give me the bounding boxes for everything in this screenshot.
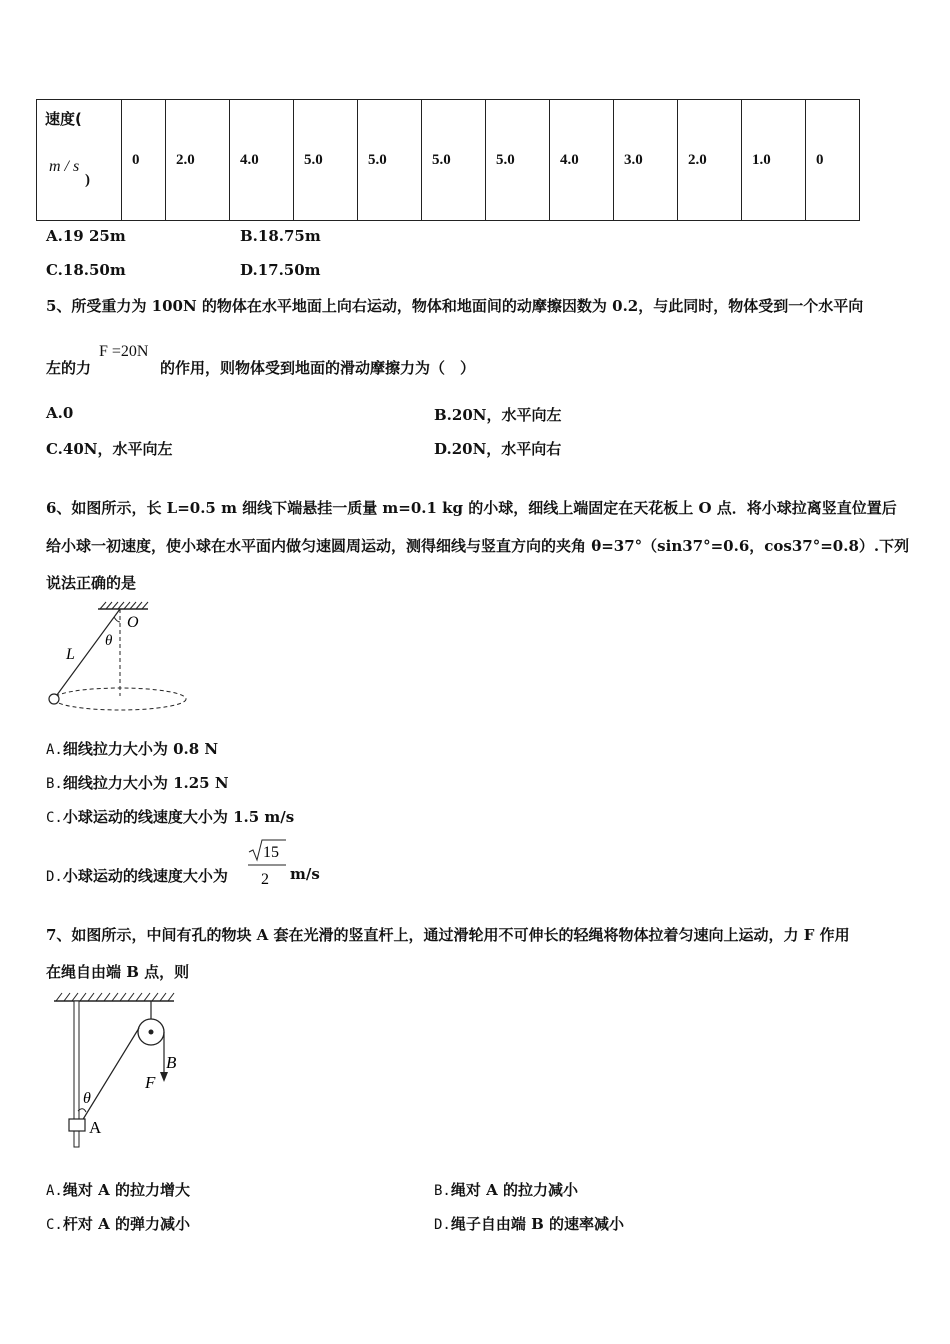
- pulley-figure: [48, 988, 198, 1153]
- q4-option-a[interactable]: A.19 25m: [46, 227, 126, 245]
- header-unit: m / s: [49, 158, 80, 175]
- q6-stem-line3: 说法正确的是: [46, 574, 137, 592]
- label-f: F: [145, 1073, 156, 1092]
- q4-option-d[interactable]: D.17.50m: [240, 261, 321, 279]
- option-prefix: B.: [434, 1183, 451, 1199]
- option-text: 绳对 A 的拉力增大: [62, 1181, 190, 1199]
- table-header-cell: [37, 100, 122, 221]
- table-cell: 0: [806, 100, 860, 221]
- option-prefix: D.: [46, 869, 63, 885]
- table-cell: 5.0: [422, 100, 486, 221]
- q6-stem-line1: 6、如图所示，长 L=0.5 m 细线下端悬挂一质量 m=0.1 kg 的小球，细线上端固定在天花板上 O 点．将小球拉离竖直位置后: [46, 499, 897, 517]
- speed-table: [36, 99, 860, 221]
- option-prefix: B.: [46, 776, 63, 792]
- table-cell: 2.0: [166, 100, 230, 221]
- q6-stem-line2: 给小球一初速度，使小球在水平面内做匀速圆周运动，测得细线与竖直方向的夹角 θ=37°（sin37°=0.6，cos37°=0.8）.下列: [46, 537, 910, 555]
- option-text: 细线拉力大小为 0.8 N: [62, 740, 219, 758]
- q7-option-b[interactable]: [434, 1179, 578, 1200]
- option-text: 绳子自由端 B 的速率减小: [450, 1215, 624, 1233]
- fraction-sqrt15-over-2: [246, 838, 288, 890]
- q7-stem-line1: 7、如图所示，中间有孔的物块 A 套在光滑的竖直杆上，通过滑轮用不可伸长的轻绳将物体拉着匀速向上运动，力 F 作用: [46, 926, 850, 944]
- table-cell: 1.0: [742, 100, 806, 221]
- label-o: O: [127, 614, 139, 631]
- q6-option-b[interactable]: [46, 772, 229, 793]
- table-cell: 5.0: [358, 100, 422, 221]
- table-row: [37, 100, 860, 221]
- q4-option-c[interactable]: C.18.50m: [46, 261, 126, 279]
- header-label: 速度(: [45, 110, 82, 128]
- q5-option-a[interactable]: A.0: [46, 404, 74, 422]
- label-theta: θ: [83, 1090, 91, 1107]
- label-theta: θ: [105, 633, 113, 649]
- label-b: B: [166, 1053, 177, 1072]
- q6-option-d[interactable]: [46, 865, 228, 886]
- fraction-denominator: 2: [261, 871, 269, 888]
- q6-option-c[interactable]: [46, 806, 294, 827]
- fraction-numerator: 15: [263, 844, 279, 861]
- q5-formula: F =20N: [99, 343, 149, 360]
- table-cell: 5.0: [294, 100, 358, 221]
- label-a: A: [89, 1118, 102, 1137]
- option-text: 细线拉力大小为 1.25 N: [62, 774, 229, 792]
- option-prefix: A.: [46, 1183, 63, 1199]
- table-cell: 3.0: [614, 100, 678, 221]
- q5-option-c[interactable]: C.40N，水平向左: [46, 440, 173, 458]
- option-prefix: C.: [46, 810, 63, 826]
- option-prefix: C.: [46, 1217, 63, 1233]
- q7-stem-line2: 在绳自由端 B 点，则: [46, 963, 190, 981]
- q4-option-b[interactable]: B.18.75m: [240, 227, 321, 245]
- header-close: ): [85, 172, 90, 188]
- label-l: L: [66, 646, 75, 663]
- ball: [49, 694, 59, 704]
- conical-pendulum-figure: [40, 600, 200, 720]
- q7-option-c[interactable]: [46, 1213, 190, 1234]
- q7-option-d[interactable]: [434, 1213, 624, 1234]
- table-cell: 4.0: [550, 100, 614, 221]
- block-a: [69, 1119, 85, 1131]
- q5-stem-line2b: 的作用，则物体受到地面的滑动摩擦力为（ ）: [160, 359, 476, 377]
- option-prefix: D.: [434, 1217, 451, 1233]
- q5-option-b[interactable]: B.20N，水平向左: [434, 406, 562, 424]
- option-text: 小球运动的线速度大小为: [62, 867, 228, 885]
- option-text: 小球运动的线速度大小为 1.5 m/s: [62, 808, 295, 826]
- table-cell: 0: [122, 100, 166, 221]
- q6-option-d-unit: m/s: [290, 865, 320, 883]
- option-prefix: A.: [46, 742, 63, 758]
- q7-option-a[interactable]: [46, 1179, 190, 1200]
- q5-stem-line1: 5、所受重力为 100N 的物体在水平地面上向右运动，物体和地面间的动摩擦因数为 0.2，与此同时，物体受到一个水平向: [46, 297, 864, 315]
- q5-stem-line2a: 左的力: [46, 359, 92, 377]
- q6-option-a[interactable]: [46, 738, 218, 759]
- option-text: 杆对 A 的弹力减小: [62, 1215, 190, 1233]
- table-cell: 2.0: [678, 100, 742, 221]
- q5-option-d[interactable]: D.20N，水平向右: [434, 440, 562, 458]
- table-cell: 4.0: [230, 100, 294, 221]
- table-cell: 5.0: [486, 100, 550, 221]
- option-text: 绳对 A 的拉力减小: [450, 1181, 578, 1199]
